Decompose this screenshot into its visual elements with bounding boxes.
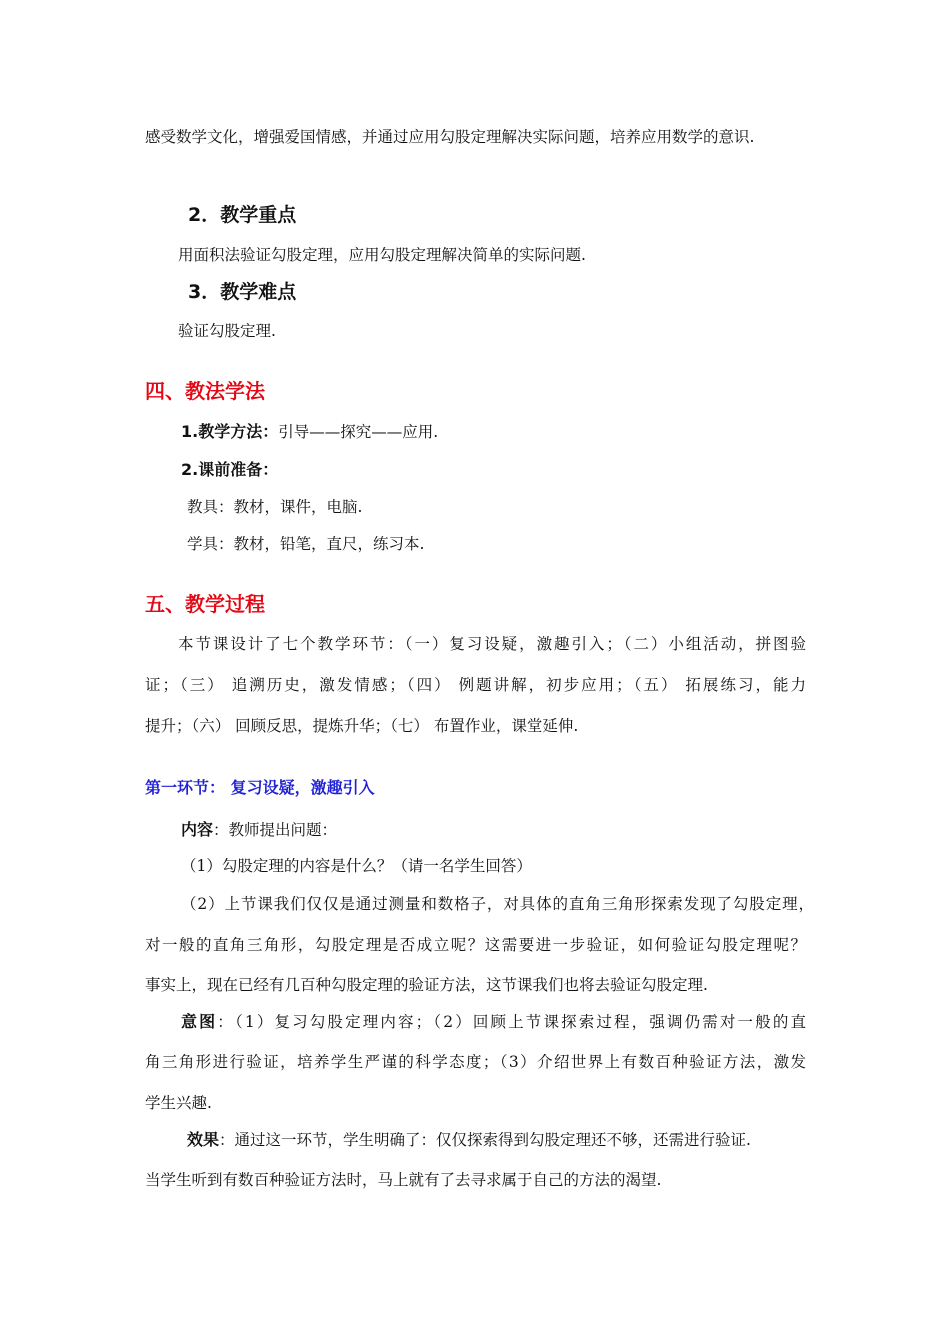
content-text: ：教师提出问题：	[213, 821, 338, 839]
teaching-method-text: 引导——探究——应用.	[278, 423, 439, 441]
effect-line-1	[187, 1130, 751, 1150]
key-points-heading: 2．教学重点	[188, 204, 297, 226]
intent-text-first: ：（1）复习勾股定理内容；（2）回顾上节课探索过程，强调仍需对一般的直	[217, 1013, 806, 1031]
question-2-line-3: 事实上，现在已经有几百种勾股定理的验证方法，这节课我们也将去验证勾股定理.	[145, 976, 708, 994]
overview-line-1: 本节课设计了七个教学环节：（一）复习设疑，激趣引入；（二）小组活动，拼图验	[178, 635, 806, 653]
key-points-text: 用面积法验证勾股定理，应用勾股定理解决简单的实际问题.	[178, 246, 586, 264]
student-tools: 学具：教材，铅笔，直尺，练习本.	[187, 535, 425, 553]
intent-line-2: 角三角形进行验证，培养学生严谨的科学态度；（3）介绍世界上有数百种验证方法，激发	[145, 1053, 806, 1071]
section5-heading: 五、教学过程	[145, 592, 265, 616]
preparation-label: 2.课前准备：	[181, 460, 279, 479]
content-label: 内容	[181, 820, 214, 839]
intent-line-1	[181, 1012, 806, 1032]
difficulty-heading: 3．教学难点	[188, 281, 297, 303]
overview-line-3: 提升；（六） 回顾反思，提炼升华；（七） 布置作业，课堂延伸.	[145, 717, 579, 735]
section4-heading: 四、教法学法	[145, 379, 265, 403]
intent-label: 意图	[181, 1012, 218, 1031]
effect-label: 效果	[187, 1130, 220, 1149]
preparation-line	[181, 460, 278, 480]
difficulty-text: 验证勾股定理.	[178, 322, 276, 340]
teacher-tools: 教具：教材，课件，电脑.	[187, 498, 363, 516]
stage1-content-line	[181, 820, 337, 840]
question-1: （1）勾股定理的内容是什么？（请一名学生回答）	[181, 857, 532, 875]
question-2-line-1: （2）上节课我们仅仅是通过测量和数格子，对具体的直角三角形探索发现了勾股定理，	[181, 895, 814, 913]
overview-line-2: 证；（三） 追溯历史，激发情感；（四） 例题讲解，初步应用；（五） 拓展练习，能力	[145, 676, 806, 694]
question-2-line-2: 对一般的直角三角形，勾股定理是否成立呢？这需要进一步验证，如何验证勾股定理呢？	[145, 936, 806, 954]
teaching-method-line	[181, 422, 438, 442]
teaching-method-label: 1.教学方法：	[181, 422, 279, 441]
intent-line-3: 学生兴趣.	[145, 1094, 212, 1112]
effect-text-first: ：通过这一环节，学生明确了：仅仅探索得到勾股定理还不够，还需进行验证.	[219, 1131, 751, 1149]
intro-tail-paragraph: 感受数学文化，增强爱国情感，并通过应用勾股定理解决实际问题，培养应用数学的意识.	[145, 128, 755, 146]
effect-line-2: 当学生听到有数百种验证方法时，马上就有了去寻求属于自己的方法的渴望.	[145, 1171, 662, 1189]
stage1-heading: 第一环节： 复习设疑，激趣引入	[145, 778, 375, 797]
